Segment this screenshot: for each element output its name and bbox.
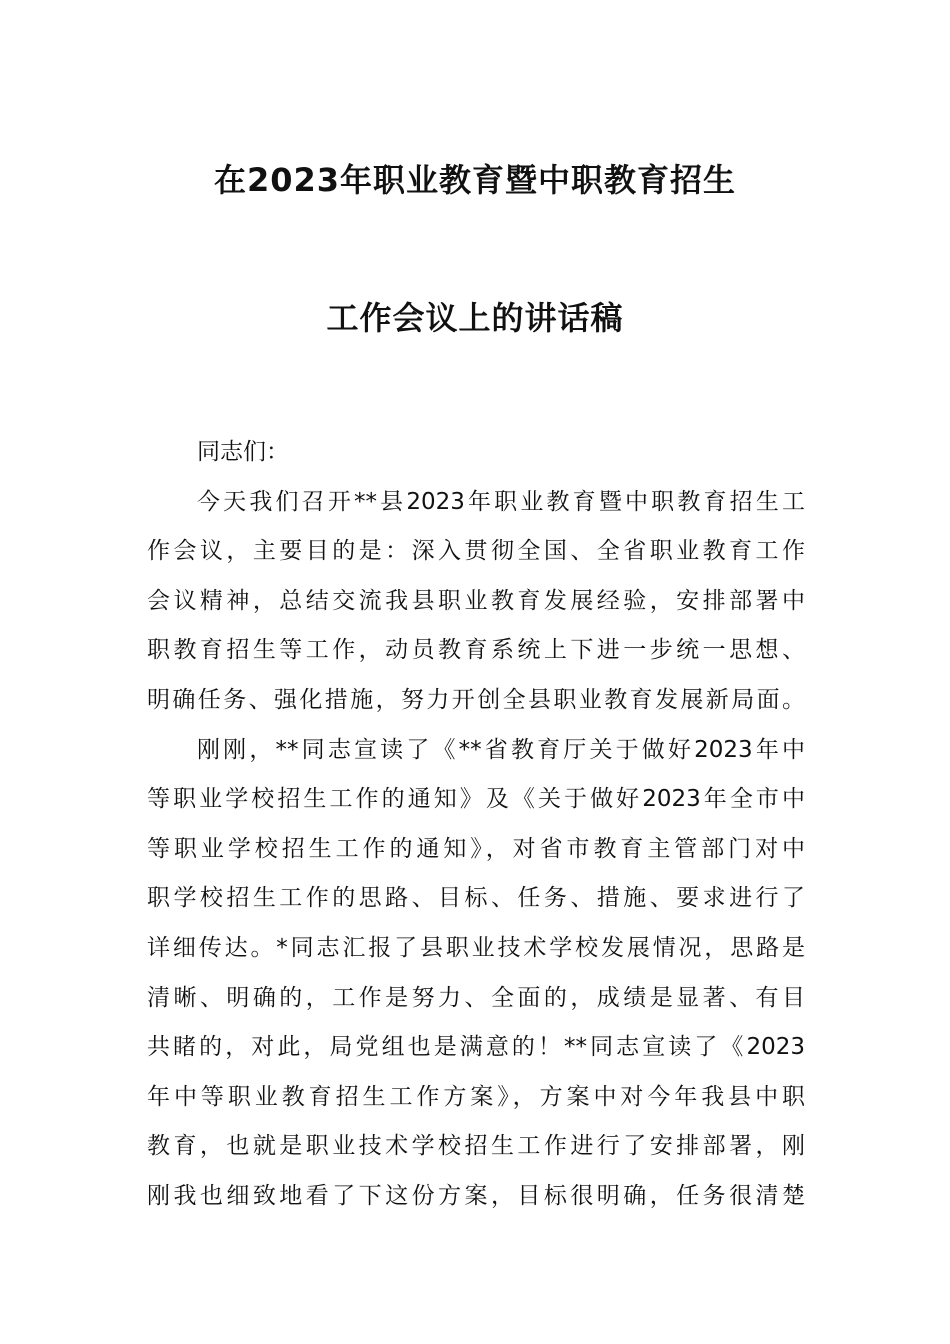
paragraph-line: 作会议，主要目的是：深入贯彻全国、全省职业教育工作 — [147, 538, 805, 565]
salutation: 同志们： — [197, 439, 289, 465]
paragraph — [147, 726, 805, 1222]
paragraph-line: 明确任务、强化措施，努力开创全县职业教育发展新局面。 — [147, 686, 805, 713]
document-title-line-1: 在2023年职业教育暨中职教育招生 — [213, 161, 737, 199]
document-title-line-2: 工作会议上的讲话稿 — [326, 299, 624, 337]
document-body — [147, 428, 805, 1222]
paragraph-line: 今天我们召开**县2023年职业教育暨中职教育招生工 — [197, 488, 805, 515]
paragraph-line: 职学校招生工作的思路、目标、任务、措施、要求进行了 — [147, 885, 805, 912]
paragraph-line: 年中等职业教育招生工作方案》，方案中对今年我县中职 — [147, 1083, 805, 1110]
paragraph-line: 教育，也就是职业技术学校招生工作进行了安排部署，刚 — [147, 1133, 805, 1160]
paragraph — [147, 478, 805, 726]
paragraph-line: 职教育招生等工作，动员教育系统上下进一步统一思想、 — [147, 637, 805, 664]
paragraph-line: 会议精神，总结交流我县职业教育发展经验，安排部署中 — [147, 587, 805, 614]
paragraph-line: 详细传达。*同志汇报了县职业技术学校发展情况，思路是 — [147, 934, 805, 961]
paragraph-line: 刚我也细致地看了下这份方案，目标很明确，任务很清楚 — [147, 1182, 805, 1209]
paragraph-line: 等职业学校招生工作的通知》，对省市教育主管部门对中 — [147, 835, 805, 862]
paragraphs — [147, 478, 805, 1222]
paragraph-line: 清晰、明确的，工作是努力、全面的，成绩是显著、有目 — [147, 984, 805, 1011]
paragraph-line: 等职业学校招生工作的通知》及《关于做好2023年全市中 — [147, 786, 805, 813]
paragraph-line: 刚刚，**同志宣读了《**省教育厅关于做好2023年中 — [197, 736, 805, 763]
paragraph-line: 共睹的，对此，局党组也是满意的！**同志宣读了《2023 — [147, 1034, 805, 1061]
